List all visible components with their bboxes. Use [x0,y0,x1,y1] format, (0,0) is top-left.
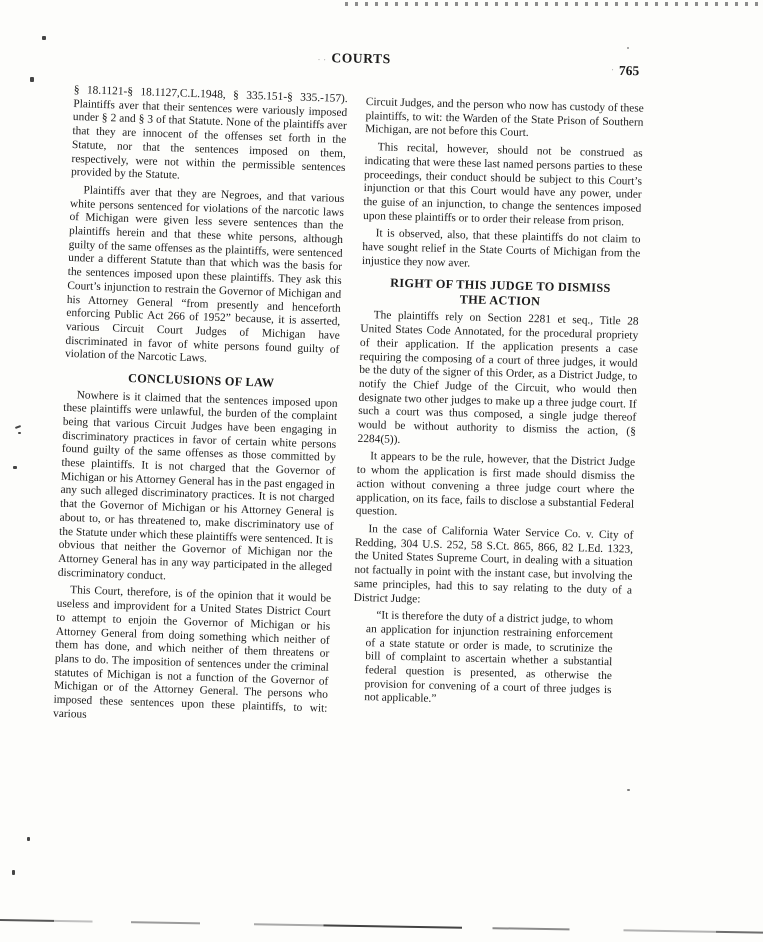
scan-speck [12,870,15,875]
scan-speck [30,77,34,82]
scan-speck [627,789,630,791]
scan-bottom-line [0,919,763,934]
scan-speck [15,425,21,429]
left-column [53,84,348,734]
paragraph: It appears to be the rule, however, that the District Judge to whom the application is first made should dismiss the action without convening a three judge court where the application, on its face, fails to disclose a substantial Federal question. [355,450,636,519]
scan-mark: . . [317,51,327,63]
scan-edge-dotted-line [345,2,763,6]
right-column [351,96,644,712]
section-heading-conclusions-of-law: CONCLUSIONS OF LAW [127,371,275,390]
heading-line-2: THE ACTION [459,292,541,309]
heading-line-1: RIGHT OF THIS JUDGE TO DISMISS [389,276,611,296]
block-quote: “It is therefore the duty of a district judge, to whom an application for injunction restraining enforcement of a state statute or order is made, to scrutinize the bill of complaint to ascertain whether a substantial federal question is presented, as otherwise the provision for convening of a court of three judges is not applicable.” [364,609,614,706]
paragraph: § 18.1121-§ 18.1127,C.L.1948, § 335.151-§ 335.-157). Plaintiffs aver that their sentences were variously imposed under § 2 and § 3 of that Statute. None of the plaintiffs aver that they are innocent of the offenses set forth in the Statute, nor that the sentences imposed on them, respectively, were not within the permissible sentences provided by the Statute. [70,84,348,182]
running-title-text: COURTS [331,50,391,67]
running-title [318,50,391,67]
paragraph: It is observed, also, that these plaintiffs do not claim to have sought relief in the State Courts of Michigan from the injustice they now aver. [361,227,641,270]
scan-speck [13,466,17,469]
scan-speck [18,432,21,434]
paragraph: Plaintiffs aver that they are Negroes, and that various white persons sentenced for violations of the narcotic laws of Michigan were given less severe sentences than the plaintiffs herein and that these white persons, although guilty of the same offenses as the plaintiffs, were sentenced under a different Statute than that which was the basis for the sentences imposed upon these plaintiffs. They ask this Court’s injunction to restrain the Governor of Michigan and his Attorney General “from presently and henceforth enforcing Public Act 266 of 1952” because, it is asserted, various Circuit Court Judges of Michigan have discriminated in favor of white persons found guilty of violation of the Narcotic Laws. [64,184,345,365]
page-number [611,63,640,79]
paragraph: This Court, therefore, is of the opinion that it would be useless and improvident for a United States District Court to attempt to enjoin the Governor of Michigan or his Attorney General from doing something which neither of them has done, and which neither of them threatens or plans to do. The imposition of sentences under the criminal statutes of Michigan is not a function of the Governor of Michigan or of the Attorney General. The persons who imposed these sentences upon these plaintiffs, to wit: various [52,584,332,721]
paragraph: This recital, however, should not be construed as indicating that were these last named persons parties to these proceedings, their conduct should be subject to this Court’s injunction or that this Court would have any power, under the guise of an injunction, to change the sentences imposed upon these plaintiffs or to order their release from prison. [362,141,643,228]
scan-speck [627,47,629,49]
page-number-text: 765 [618,62,640,79]
paragraph: In the case of California Water Service Co. v. City of Redding, 304 U.S. 252, 58 S.Ct. 865, 866, 82 L.Ed. 1323, the United States Supreme Court, in dealing with a situation not factually in point with the instant case, but involving the same principles, had this to say relating to the duty of a District Judge: [353,523,634,605]
paragraph: Nowhere is it claimed that the sentences imposed upon these plaintiffs were unlawful, the burden of the complaint being that various Circuit Judges have been engaging in discriminatory practices in favor of certain white persons found guilty of the same offenses as those committed by these plaintiffs. It is not charged that the Governor of Michigan or his Attorney General has in the past engaged in any such alleged discriminatory practices. It is not charged that the Governor of Michigan or his Attorney General is about to, or has threatened to, make discriminatory use of the Statute under which these plaintiffs were sentenced. It is obvious that neither the Governor of Michigan nor the Attorney General has in any way participated in the alleged discriminatory conduct. [57,388,338,583]
paragraph: The plaintiffs rely on Section 2281 et seq., Title 28 United States Code Annotated, for the procedural propriety of their application. If the application presents a case requiring the composing of a court of three judges, it would be the duty of the signer of this Order, as a District Judge, to notify the Chief Judge of the Circuit, who would then designate two other judges to make up a three judge court. If such a court was thus composed, a single judge thereof would be without authority to dismiss the action, (§ 2284(5)). [357,309,639,446]
paragraph: Circuit Judges, and the person who now has custody of these plaintiffs, to wit: the Warden of the State Prison of Southern Michigan, are not before this Court. [365,96,644,140]
scan-mark: · [610,64,615,75]
scan-speck [42,36,46,40]
scan-speck [27,837,30,841]
section-heading-right-of-judge [361,275,640,311]
